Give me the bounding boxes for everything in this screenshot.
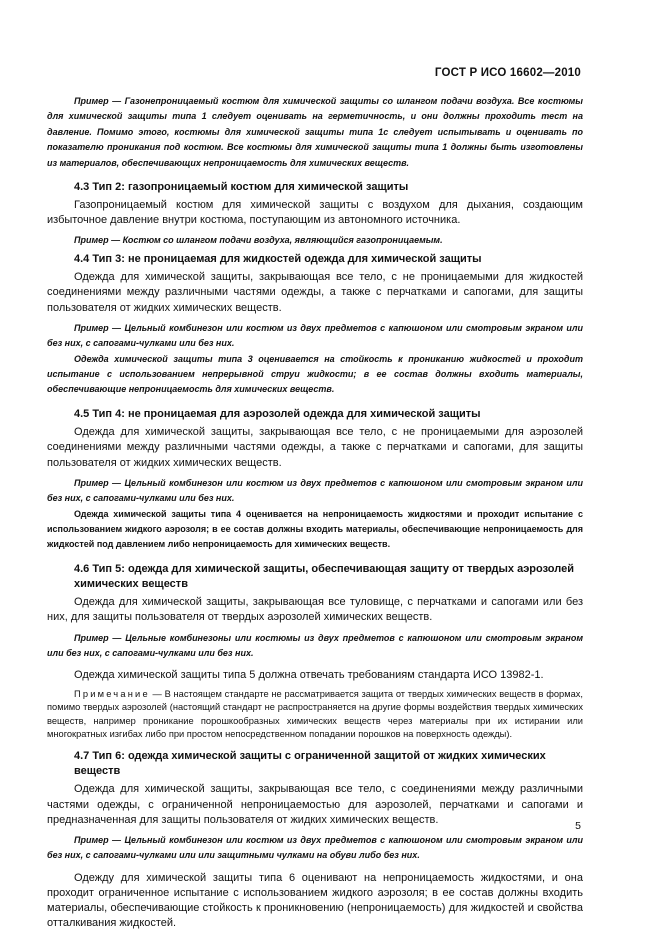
document-id-header: ГОСТ Р ИСО 16602—2010: [434, 67, 581, 79]
section-4-4-evaluation: Одежда химической защиты типа 3 оценивается на стойкость к прониканию жидкостей и проходит испытание с использованием непрерывной струи жидкости; в ее состав должны входить материалы, обеспечивающие непроницаемость для химических веществ.: [47, 353, 583, 395]
document-body: [47, 94, 583, 932]
section-4-6-heading: 4.6 Тип 5: одежда для химической защиты, обеспечивающая защиту от твердых аэрозолей химических веществ: [74, 562, 574, 590]
section-4-5-text: Одежда для химической защиты, закрывающая все тело, с не проницаемыми для аэрозолей соединениями между различными частями одежды, а также с перчатками и сапогами, для защиты пользователя от жидких химических веществ.: [47, 426, 583, 469]
page-number: 5: [575, 820, 581, 832]
section-4-4-example: Пример — Цельный комбинезон или костюм из двух предметов с капюшоном или смотровым экраном или без них, с сапогами-чулками или без них.: [47, 322, 583, 349]
section-4-6-example: Пример — Цельные комбинезоны или костюмы из двух предметов с капюшоном или смотровым экраном или без них, с сапогами-чулками или без них.: [47, 632, 583, 658]
section-4-6-requirement: Одежда химической защиты типа 5 должна отвечать требованиям стандарта ИСО 13982-1.: [74, 669, 544, 682]
section-4-3-example: Пример — Костюм со шлангом подачи воздуха, являющийся газопроницаемым.: [74, 234, 443, 245]
section-4-7-example: Пример — Цельный комбинезон или костюм из двух предметов с капюшоном или смотровым экраном или без них, с сапогами-чулками или или защитными чулками на обуви либо без них.: [47, 834, 583, 861]
section-4-4-text: Одежда для химической защиты, закрывающая все тело, с не проницаемыми для жидкостей соединениями между различными частями одежды, а также с перчатками и сапогами, для защиты пользователя от жидких химических веществ.: [47, 271, 583, 314]
note-label: Примечание: [74, 688, 150, 699]
section-4-5-heading: 4.5 Тип 4: не проницаемая для аэрозолей одежда для химической защиты: [74, 407, 481, 420]
section-4-3-text: Газопроницаемый костюм для химической защиты с воздухом для дыхания, создающим избыточное давление внутри костюма, поступающим из автономного источника.: [47, 199, 583, 227]
section-4-7-text: Одежда для химической защиты, закрывающая все тело, с соединениями между различными частями одежды, с ограниченной непроницаемостью для аэрозолей, перчатками и сапогами и предназначенная для защиты пользователя от жидких химических веществ.: [47, 783, 583, 826]
example-gas-tight-suit: Пример — Газонепроницаемый костюм для химической защиты со шлангом подачи воздуха. Все костюмы для химической защиты типа 1 следует оценивать на герметичность, и они должны проходить тест на давление. Помимо этого, костюмы для химической защиты типа 1с следует испытывать и оценивать по показателю проникания под костюм. Все костюмы для химической защиты типа 1 должны быть изготовлены из материалов, обеспечивающих непроницаемость для химических веществ.: [47, 96, 583, 168]
section-4-6-note: [47, 688, 583, 742]
section-4-7-evaluation: Одежду для химической защиты типа 6 оценивают на непроницаемость жидкостями, и она проходит ограниченное испытание с использованием жидкого аэрозоля; в ее состав должны входить материалы, обеспечивающие стойкость к проникновению (непроницаемость) для жидкостей и свойства отталкивания жидкостей.: [47, 871, 583, 930]
section-4-3-heading: 4.3 Тип 2: газопроницаемый костюм для химической защиты: [74, 181, 409, 194]
section-4-4-heading: 4.4 Тип 3: не проницаемая для жидкостей одежда для химической защиты: [74, 253, 482, 266]
section-4-5-evaluation: Одежда химической защиты типа 4 оценивается на непроницаемость жидкостями и проходит испытание с использованием жидкого аэрозоля; в ее состав должны входить материалы, обеспечивающие непроницаемость для жидкостей под давлением либо непроницаемость для химических веществ.: [47, 508, 583, 550]
section-4-6-text: Одежда для химической защиты, закрывающая все туловище, с перчатками и сапогами или без них, для защиты пользователя от твердых аэрозолей химических веществ.: [47, 596, 583, 624]
note-text: — В настоящем стандарте не рассматривается защита от твердых химических веществ в формах, помимо твердых аэрозолей (настоящий стандарт не распространяется на другие формы воздействия твердых химических веществ, например проникание порошкообразных химических веществ через материалы при их истирании или многократных изгибах либо при простом непосредственном попадании порошков на поверхность одежды).: [47, 688, 583, 740]
section-4-7-heading: 4.7 Тип 6: одежда химической защиты с ограниченной защитой от жидких химических веществ: [74, 749, 546, 778]
section-4-5-example: Пример — Цельный комбинезон или костюм из двух предметов с капюшоном или смотровым экраном или без них, с сапогами-чулками или без них.: [47, 477, 583, 504]
